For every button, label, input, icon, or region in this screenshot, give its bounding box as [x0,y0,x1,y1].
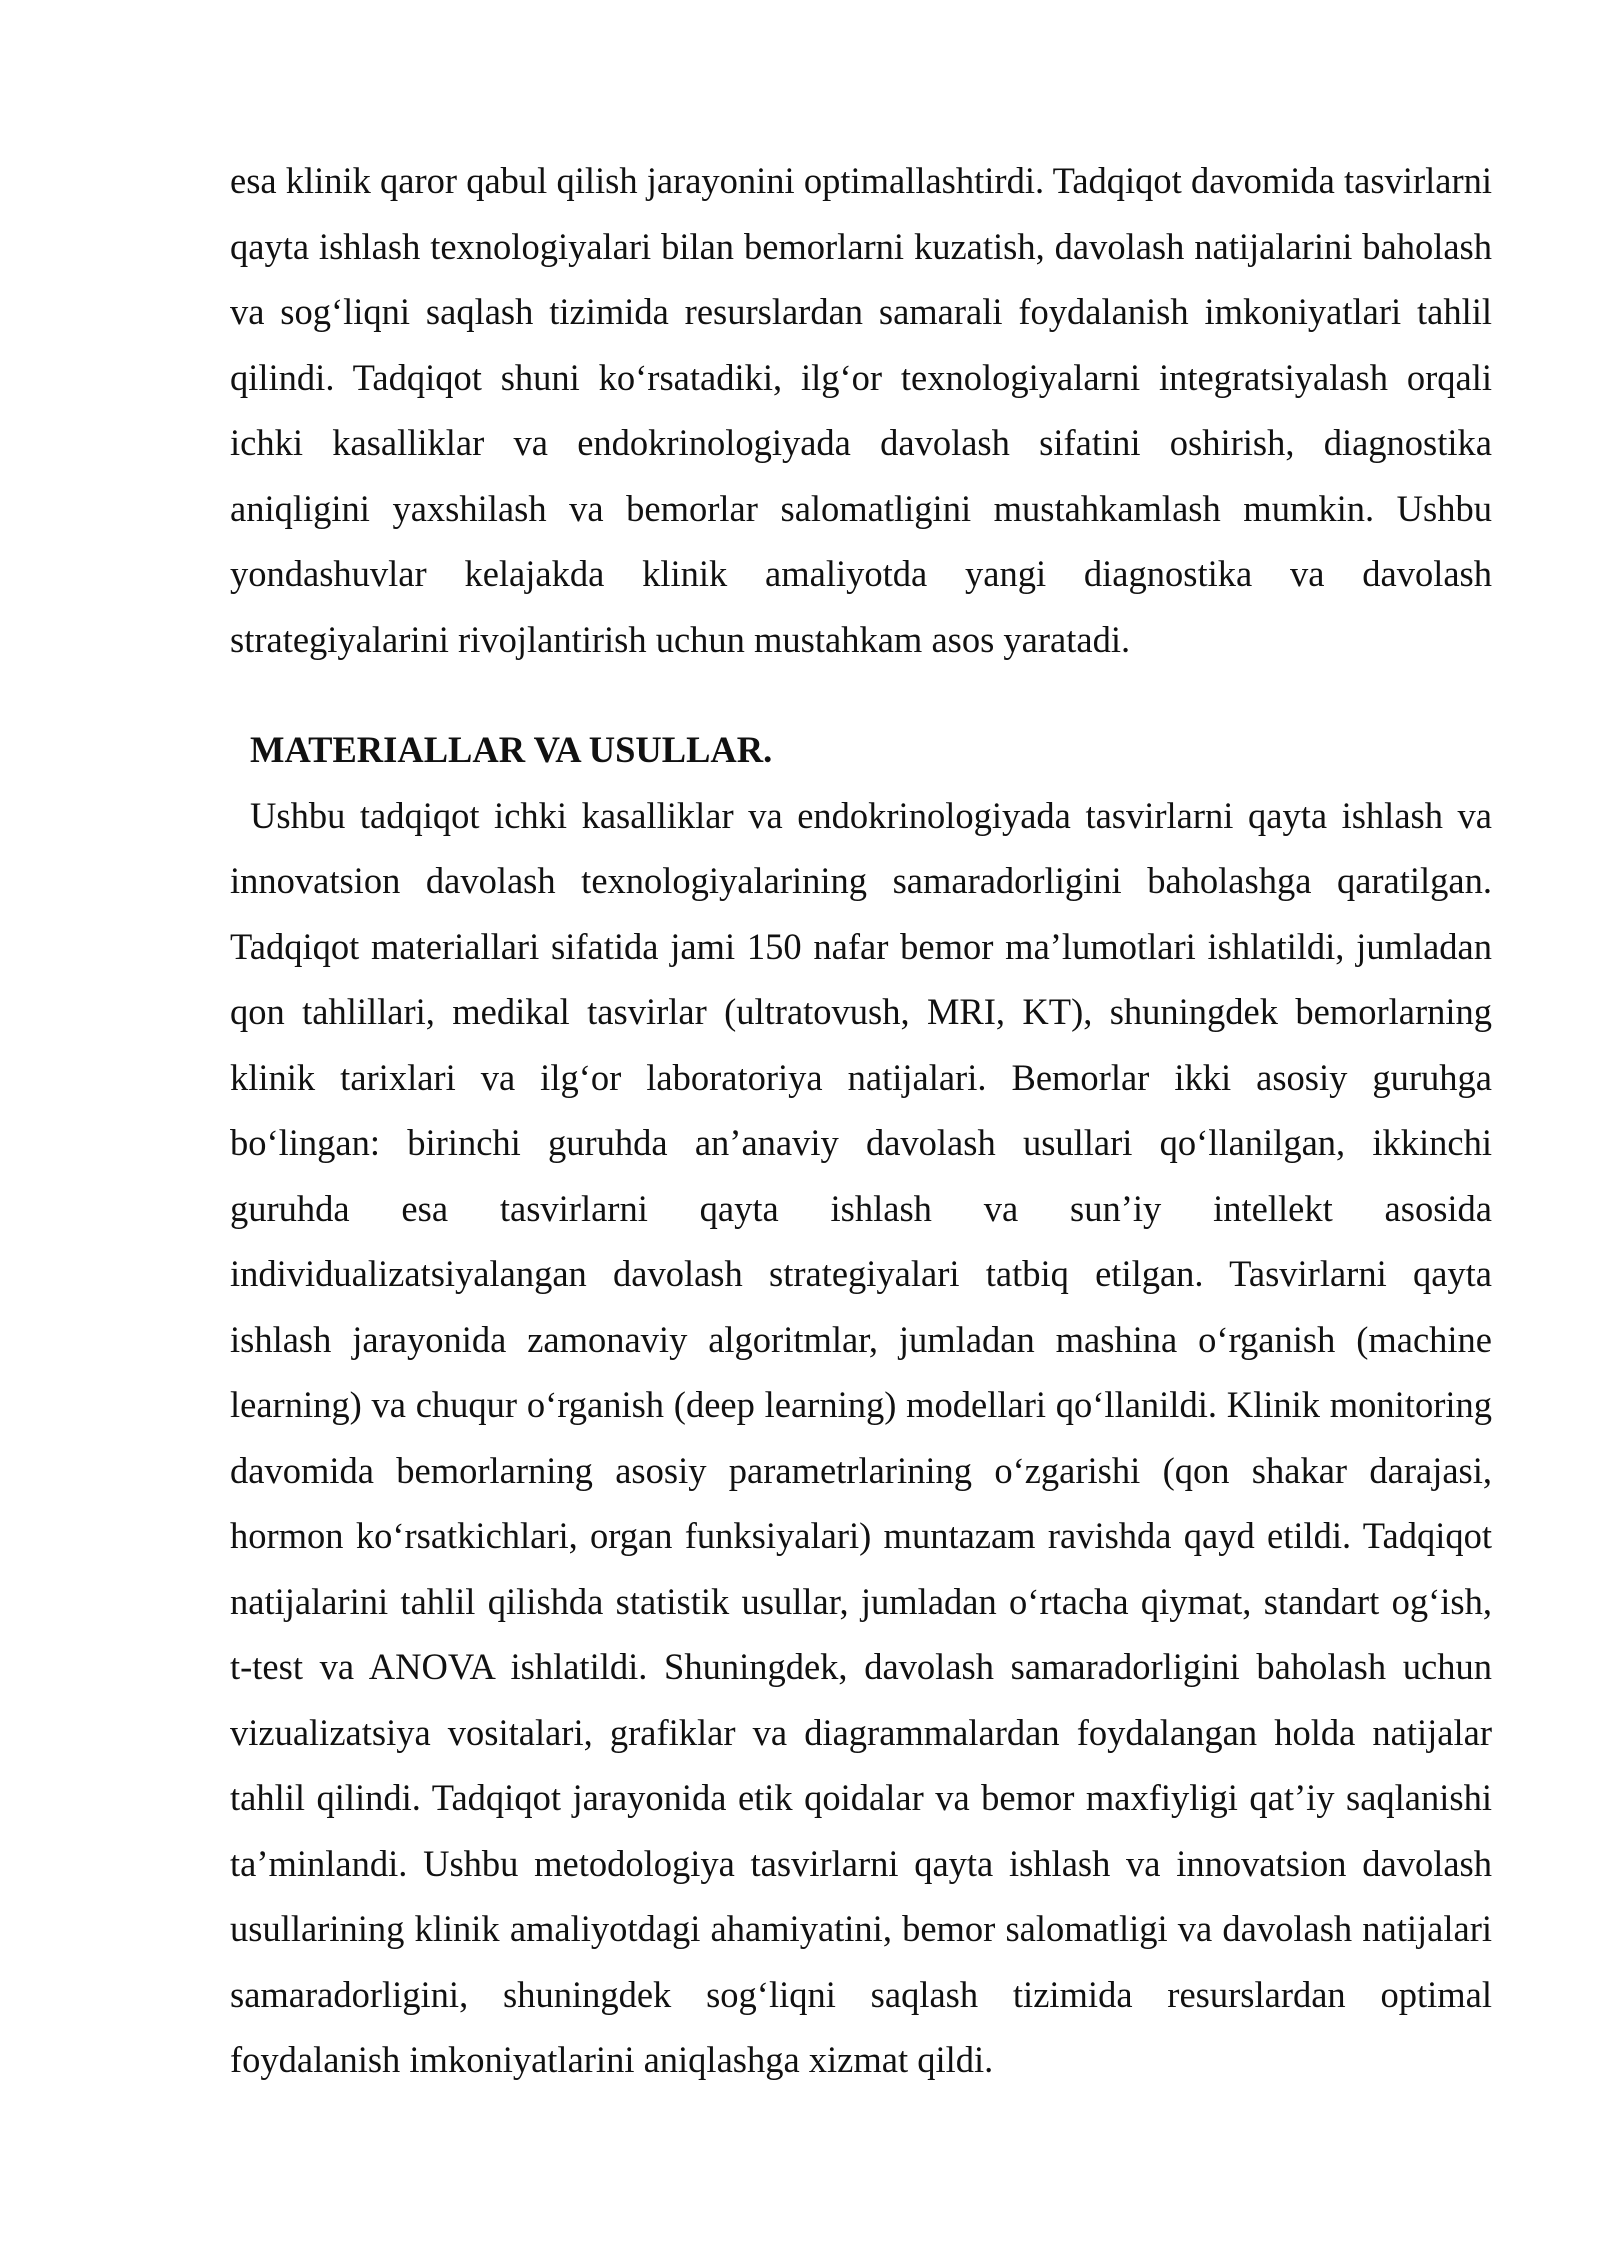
section-spacer [230,672,1492,717]
methods-paragraph: Ushbu tadqiqot ichki kasalliklar va endokrinologiyada tasvirlarni qayta ishlash va innovatsion davolash texnologiyalarining samaradorligini baholashga qaratilgan. Tadqiqot materiallari sifatida jami 150 nafar bemor ma’lumotlari ishlatildi, jumladan qon tahlillari, medikal tasvirlar (ultratovush, MRI, KT), shuningdek bemorlarning klinik tarixlari va ilg‘or laboratoriya natijalari. Bemorlar ikki asosiy guruhga bo‘lingan: birinchi guruhda an’anaviy davolash usullari qo‘llanilgan, ikkinchi guruhda esa tasvirlarni qayta ishlash va sun’iy intellekt asosida individualizatsiyalangan davolash strategiyalari tatbiq etilgan. Tasvirlarni qayta ishlash jarayonida zamonaviy algoritmlar, jumladan mashina o‘rganish (machine learning) va chuqur o‘rganish (deep learning) modellari qo‘llanildi. Klinik monitoring davomida bemorlarning asosiy parametrlarining o‘zgarishi (qon shakar darajasi, hormon ko‘rsatkichlari, organ funksiyalari) muntazam ravishda qayd etildi. Tadqiqot natijalarini tahlil qilishda statistik usullar, jumladan o‘rtacha qiymat, standart og‘ish, t-test va ANOVA ishlatildi. Shuningdek, davolash samaradorligini baholash uchun vizualizatsiya vositalari, grafiklar va diagrammalardan foydalangan holda natijalar tahlil qilindi. Tadqiqot jarayonida etik qoidalar va bemor maxfiyligi qat’iy saqlanishi ta’minlandi. Ushbu metodologiya tasvirlarni qayta ishlash va innovatsion davolash usullarining klinik amaliyotdagi ahamiyatini, bemor salomatligi va davolash natijalari samaradorligini, shuningdek sog‘liqni saqlash tizimida resurslardan optimal foydalanish imkoniyatlarini aniqlashga xizmat qildi. [230,794,1492,2080]
section-heading: MATERIALLAR VA USULLAR. [250,729,773,770]
intro-paragraph: esa klinik qaror qabul qilish jarayonini optimallashtirdi. Tadqiqot davomida tasvirlarni qayta ishlash texnologiyalari bilan bemorlarni kuzatish, davolash natijalarini baholash va sog‘liqni saqlash tizimida resurslardan samarali foydalanish imkoniyatlari tahlil qilindi. Tadqiqot shuni ko‘rsatadiki, ilg‘or texnologiyalarni integratsiyalash orqali ichki kasalliklar va endokrinologiyada davolash sifatini oshirish, diagnostika aniqligini yaxshilash va bemorlar salomatligini mustahkamlash mumkin. Ushbu yondashuvlar kelajakda klinik amaliyotda yangi diagnostika va davolash strategiyalarini rivojlantirish uchun mustahkam asos yaratadi. [230,160,1492,660]
document-page [230,148,1492,2093]
